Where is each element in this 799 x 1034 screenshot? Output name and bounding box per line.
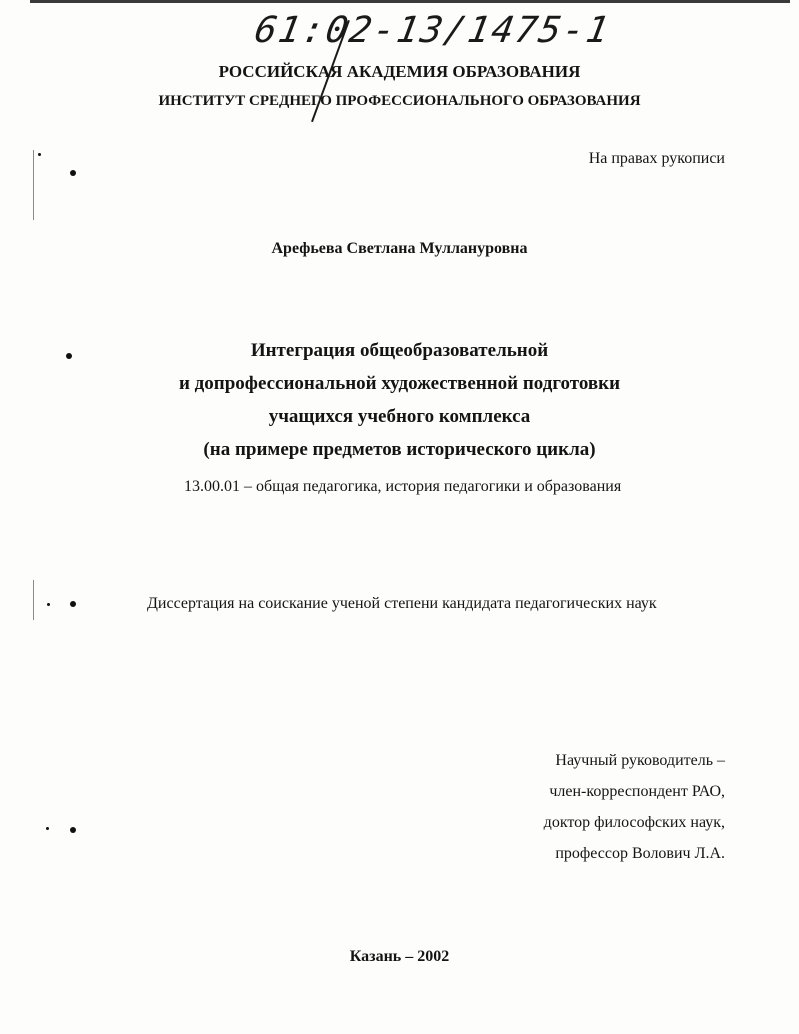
scan-speck [38, 153, 41, 156]
title-line: Интеграция общеобразовательной [250, 340, 549, 361]
supervisor-block [544, 745, 725, 869]
scan-left-mark [33, 150, 34, 220]
scan-left-mark [33, 580, 34, 620]
scan-speck [47, 603, 50, 606]
handwritten-archive-code: 61:02-13/1475-1 [251, 10, 614, 51]
city-year: Казань – 2002 [349, 948, 450, 965]
rights-note: На правах рукописи [588, 150, 725, 167]
title-line: учащихся учебного комплекса [268, 406, 531, 427]
institute-name: ИНСТИТУТ СРЕДНЕГО ПРОФЕССИОНАЛЬНОГО ОБРАЗОВАНИЯ [158, 93, 641, 109]
scan-speck [70, 170, 76, 176]
supervisor-line: член-корреспондент РАО, [549, 783, 725, 800]
supervisor-line: профессор Волович Л.А. [555, 845, 725, 862]
title-line: и допрофессиональной художественной подготовки [178, 373, 621, 394]
academy-name: РОССИЙСКАЯ АКАДЕМИЯ ОБРАЗОВАНИЯ [218, 62, 581, 81]
scan-top-edge [30, 0, 790, 3]
scan-speck [46, 827, 49, 830]
scan-speck [70, 827, 76, 833]
title-line: (на примере предметов исторического цикла) [203, 439, 596, 460]
specialty-code: 13.00.01 – общая педагогика, история педагогики и образования [184, 478, 622, 495]
author-name: Арефьева Светлана Муллануровна [271, 240, 528, 257]
supervisor-line: доктор философских наук, [543, 814, 725, 831]
supervisor-line: Научный руководитель – [555, 752, 725, 769]
degree-statement: Диссертация на соискание ученой степени кандидата педагогических наук [147, 595, 657, 612]
scan-speck [70, 601, 76, 607]
